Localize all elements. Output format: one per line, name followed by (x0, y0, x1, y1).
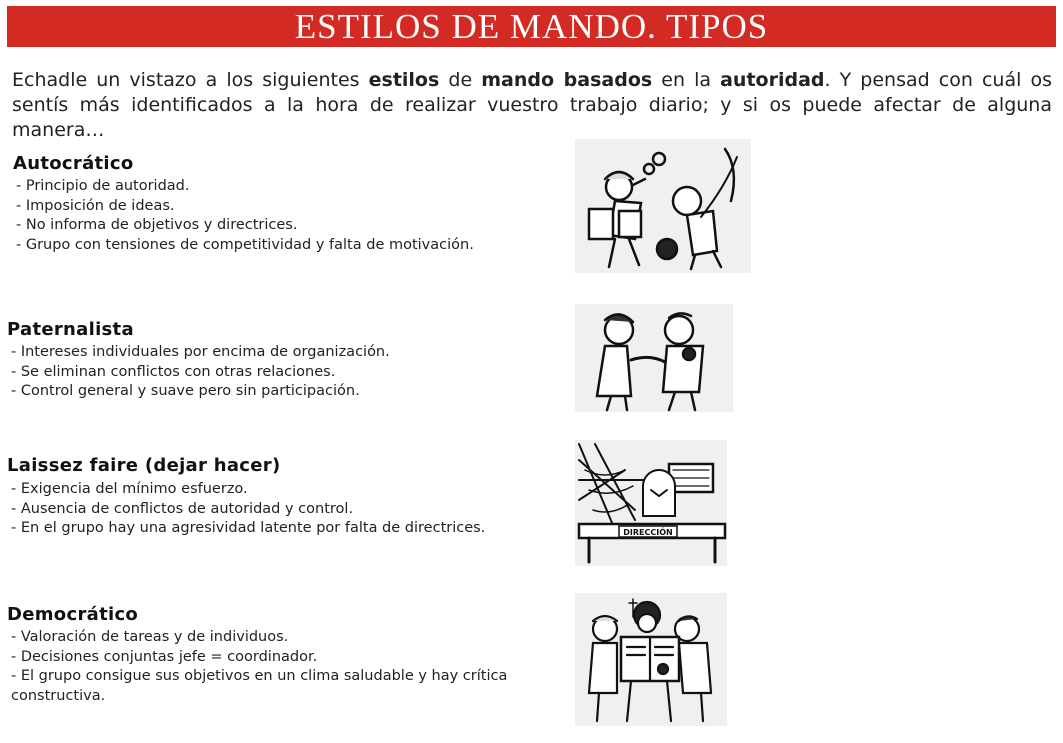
list-item: - Decisiones conjuntas jefe = coordinador. (11, 648, 318, 665)
section-list-autocratico (16, 177, 474, 255)
list-item: - Se eliminan conflictos con otras relaciones. (11, 363, 336, 380)
list-item: - Intereses individuales por encima de organización. (11, 344, 390, 360)
list-item: - Control general y suave pero sin participación. (11, 383, 360, 399)
paternalistic-illustration (575, 304, 733, 412)
page-title-banner: ESTILOS DE MANDO. TIPOS (7, 6, 1056, 47)
list-item: - El grupo consigue sus objetivos en un clima saludable y hay crítica constructiva. (11, 668, 508, 704)
list-item: - Valoración de tareas y de individuos. (11, 629, 289, 645)
list-item: - No informa de objetivos y directrices. (16, 217, 298, 233)
section-list-democratico (11, 628, 556, 706)
cartoon-empty-office-icon (575, 440, 727, 566)
section-title-laissez-faire: Laissez faire (dejar hacer) (7, 455, 281, 476)
intro-text-4: . Y pensad con cuál os sentís más identificados a la hora de realizar vuestro trabajo diario; y si os puede afectar de alguna manera… (12, 69, 1052, 141)
intro-text-1: Echadle un vistazo a los siguientes (12, 69, 369, 91)
section-list-paternalista (11, 343, 390, 402)
democratic-illustration (575, 593, 727, 726)
intro-paragraph (12, 68, 1052, 143)
cartoon-team-reading-icon (575, 593, 727, 726)
section-title-autocratico: Autocrático (13, 153, 134, 174)
section-list-laissez-faire (11, 480, 485, 539)
autocratic-illustration (575, 139, 751, 273)
intro-bold-autoridad: autoridad (720, 69, 825, 91)
cartoon-handshake-icon (575, 304, 733, 412)
direccion-sign-label: DIRECCIÓN (623, 528, 673, 537)
intro-bold-estilos: estilos (368, 69, 440, 91)
section-title-democratico: Democrático (7, 604, 139, 625)
list-item: - En el grupo hay una agresividad latente por falta de directrices. (11, 520, 486, 536)
list-item: - Imposición de ideas. (16, 197, 175, 214)
list-item: - Ausencia de conflictos de autoridad y control. (11, 500, 354, 517)
list-item: - Exigencia del mínimo esfuerzo. (11, 481, 248, 497)
intro-bold-mando: mando basados (481, 69, 653, 91)
intro-text-2: de (439, 69, 482, 91)
cartoon-boss-shouting-icon (575, 139, 751, 273)
laissez-faire-illustration (575, 440, 727, 566)
section-title-paternalista: Paternalista (7, 319, 134, 340)
list-item: - Principio de autoridad. (16, 178, 190, 194)
intro-text-3: en la (652, 69, 721, 91)
list-item: - Grupo con tensiones de competitividad y falta de motivación. (16, 236, 474, 253)
